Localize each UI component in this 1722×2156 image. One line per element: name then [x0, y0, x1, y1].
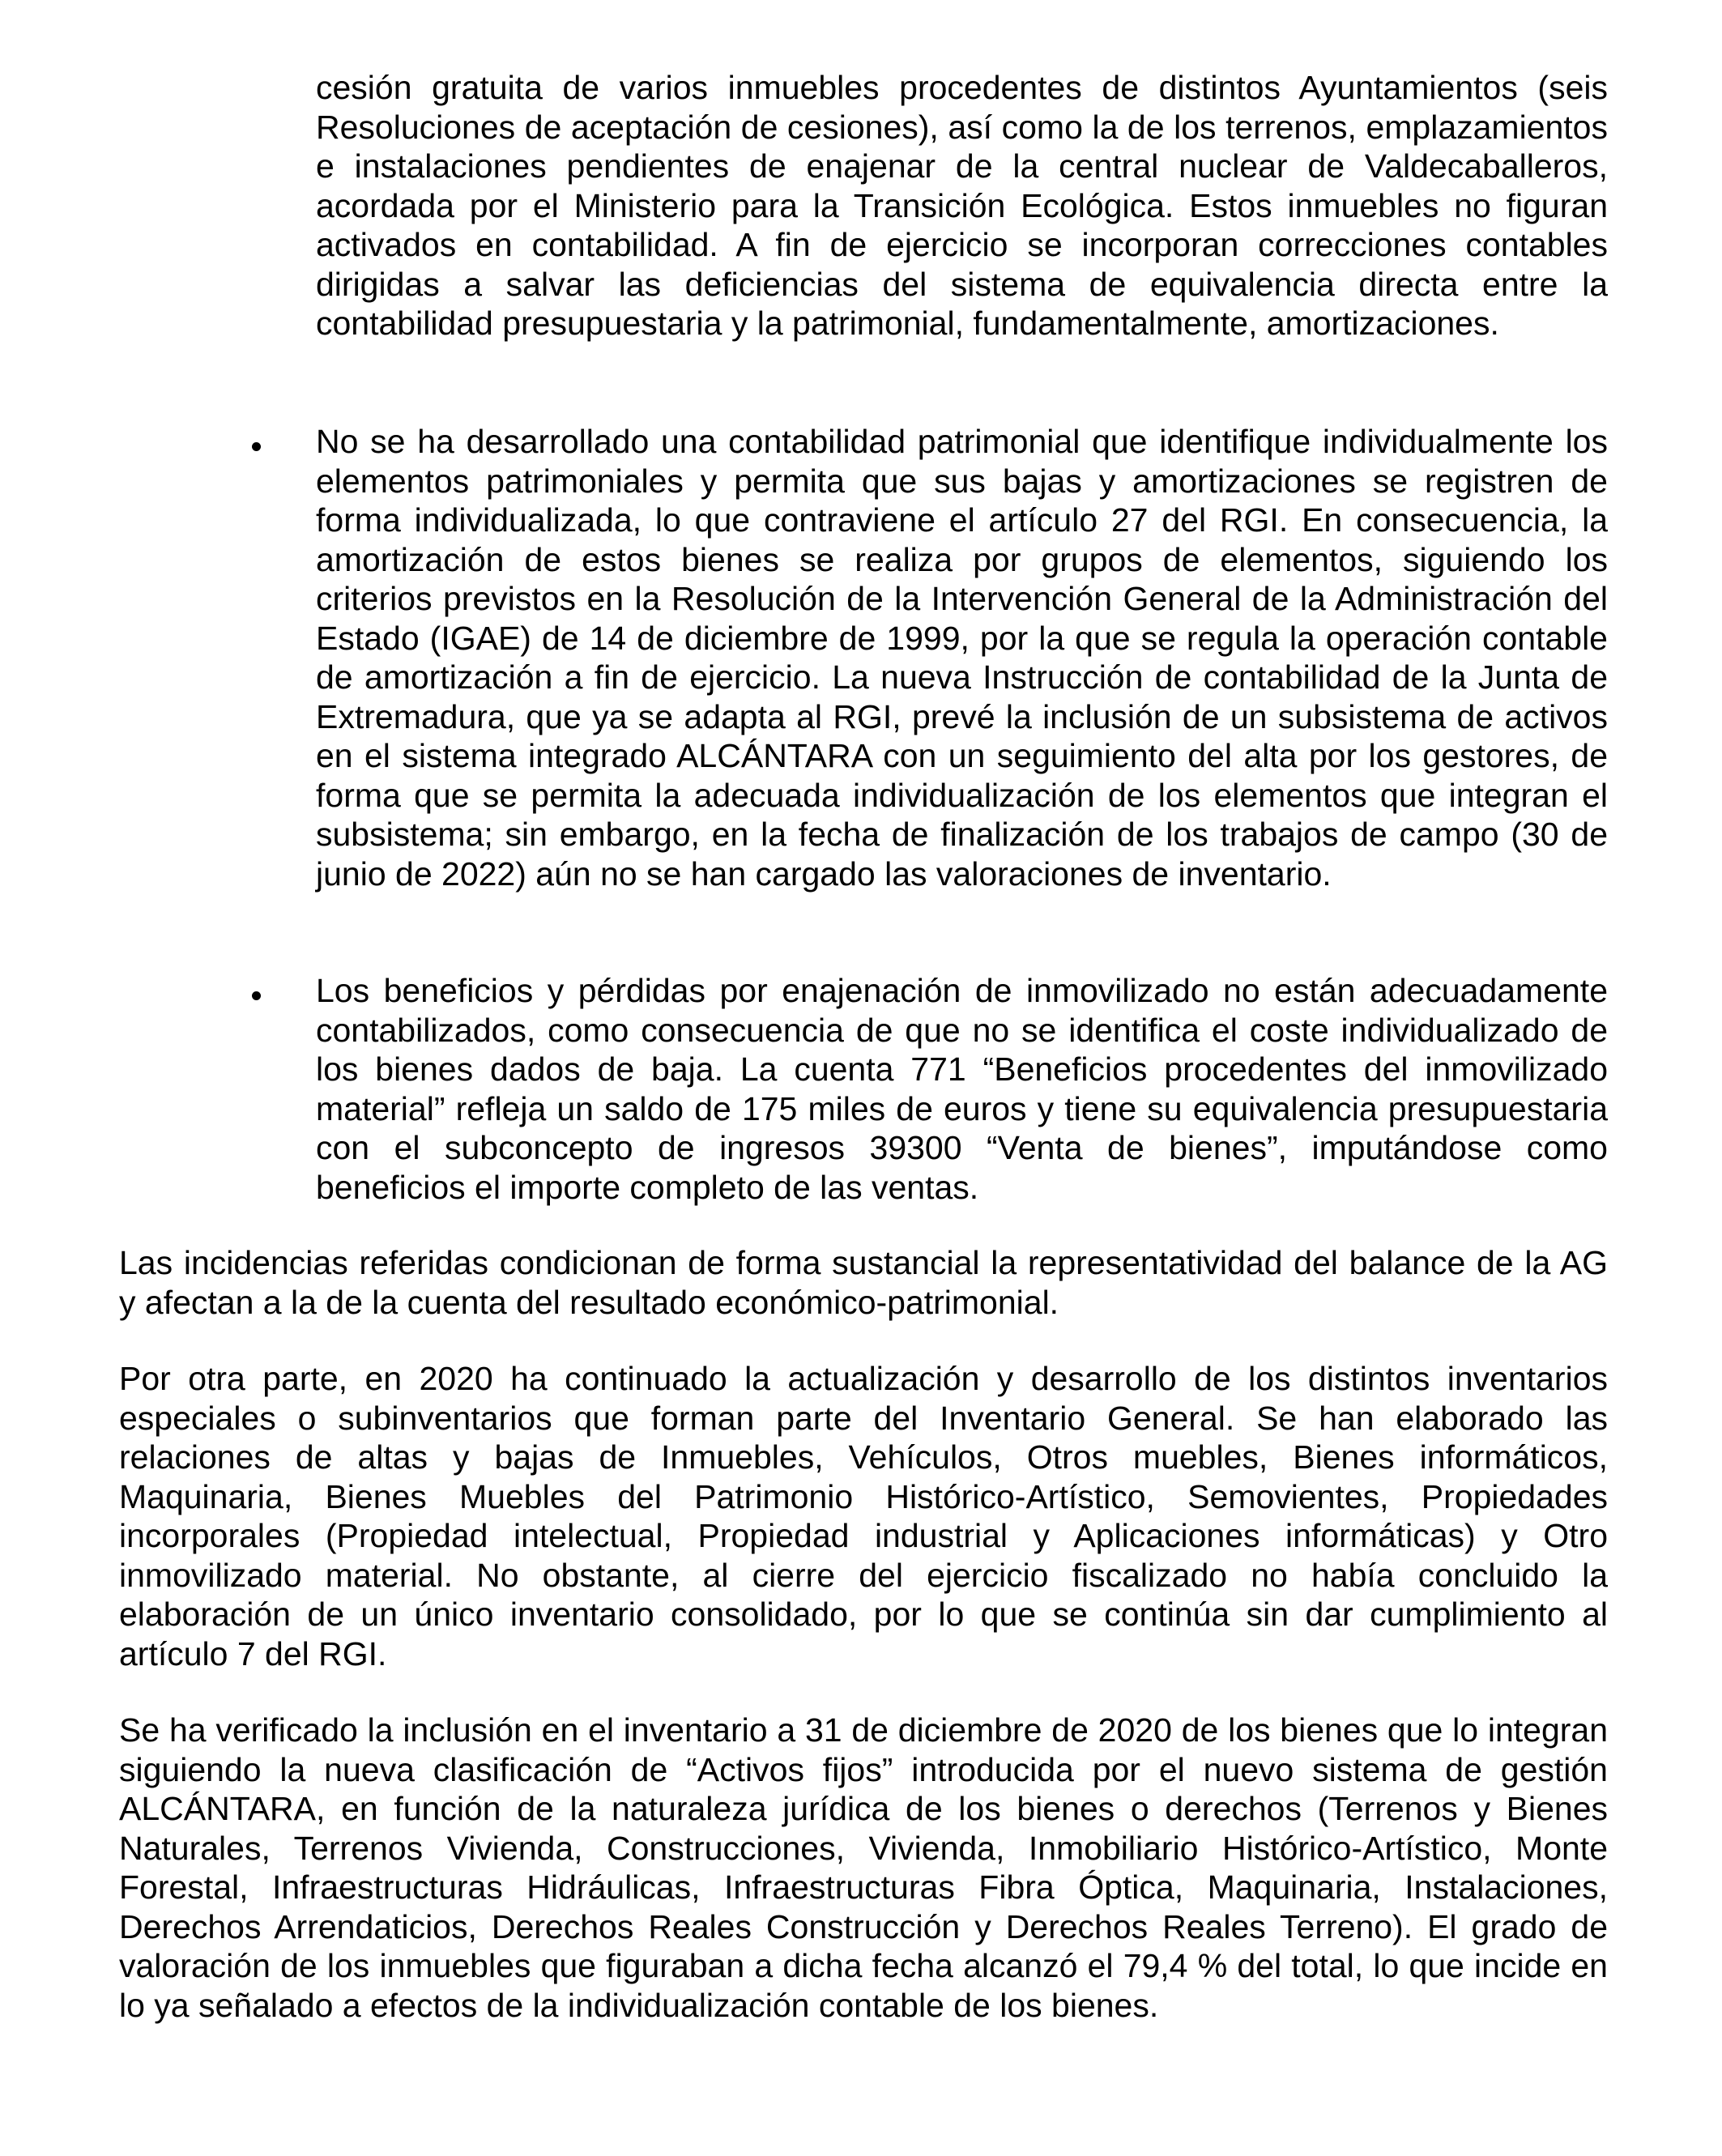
paragraph-inventory-verification: Se ha verificado la inclusión en el inventario a 31 de diciembre de 2020 de los bienes que lo integran siguiendo la nueva clasificación de “Activos fijos” introducida por el nuevo sistema de gestión ALCÁNTARA, en función de la naturaleza jurídica de los bienes o derechos (Terrenos y Bienes Naturales, Terrenos Vivienda, Construcciones, Vivienda, Inmobiliario Histórico-Artístico, Monte Forestal, Infraestructuras Hidráulicas, Infraestructuras Fibra Óptica, Maquinaria, Instalaciones, Derechos Arrendaticios, Derechos Reales Construcción y Derechos Reales Terreno). El grado de valoración de los inmuebles que figuraban a dicha fecha alcanzó el 79,4 % del total, lo que incide en lo ya señalado a efectos de la individualización contable de los bienes. — [119, 1711, 1608, 2024]
bullet-marker — [248, 988, 264, 1004]
continuation-paragraph: cesión gratuita de varios inmuebles procedentes de distintos Ayuntamientos (seis Resoluciones de aceptación de cesiones), así como la de los terrenos, emplazamientos e instalaciones pendientes de enajenar de la central nuclear de Valdecaballeros, acordada por el Ministerio para la Transición Ecológica. Estos inmuebles no figuran activados en contabilidad. A fin de ejercicio se incorporan correcciones contables dirigidas a salvar las deficiencias del sistema de equivalencia directa entre la contabilidad presupuestaria y la patrimonial, fundamentalmente, amortizaciones. — [316, 69, 1608, 342]
paragraph-inventory-update: Por otra parte, en 2020 ha continuado la actualización y desarrollo de los distintos inventarios especiales o subinventarios que forman parte del Inventario General. Se han elaborado las relaciones de altas y bajas de Inmuebles, Vehículos, Otros muebles, Bienes informáticos, Maquinaria, Bienes Muebles del Patrimonio Histórico-Artístico, Semovientes, Propiedades incorporales (Propiedad intelectual, Propiedad industrial y Aplicaciones informáticas) y Otro inmovilizado material. No obstante, al cierre del ejercicio fiscalizado no había concluido la elaboración de un único inventario consolidado, por lo que se continúa sin dar cumplimiento al artículo 7 del RGI. — [119, 1360, 1608, 1672]
bullet-marker — [248, 439, 264, 455]
bullet-item-inventory-accounting: No se ha desarrollado una contabilidad patrimonial que identifique individualmente los elementos patrimoniales y permita que sus bajas y amortizaciones se registren de forma individualizada, lo que contraviene el artículo 27 del RGI. En consecuencia, la amortización de estos bienes se realiza por grupos de elementos, siguiendo los criterios previstos en la Resolución de la Intervención General de la Administración del Estado (IGAE) de 14 de diciembre de 1999, por la que se regula la operación contable de amortización a fin de ejercicio. La nueva Instrucción de contabilidad de la Junta de Extremadura, que ya se adapta al RGI, prevé la inclusión de un subsistema de activos en el sistema integrado ALCÁNTARA con un seguimiento del alta por los gestores, de forma que se permita la adecuada individualización de los elementos que integran el subsistema; sin embargo, en la fecha de finalización de los trabajos de campo (30 de junio de 2022) aún no se han cargado las valoraciones de inventario. — [316, 423, 1608, 893]
bullet-item-disposal-gains: Los beneficios y pérdidas por enajenación de inmovilizado no están adecuadamente contabilizados, como consecuencia de que no se identifica el coste individualizado de los bienes dados de baja. La cuenta 771 “Beneficios procedentes del inmovilizado material” refleja un saldo de 175 miles de euros y tiene su equivalencia presupuestaria con el subconcepto de ingresos 39300 “Venta de bienes”, imputándose como beneficios el importe completo de las ventas. — [316, 972, 1608, 1206]
paragraph-incidences: Las incidencias referidas condicionan de forma sustancial la representatividad del balance de la AG y afectan a la de la cuenta del resultado económico-patrimonial. — [119, 1244, 1608, 1321]
